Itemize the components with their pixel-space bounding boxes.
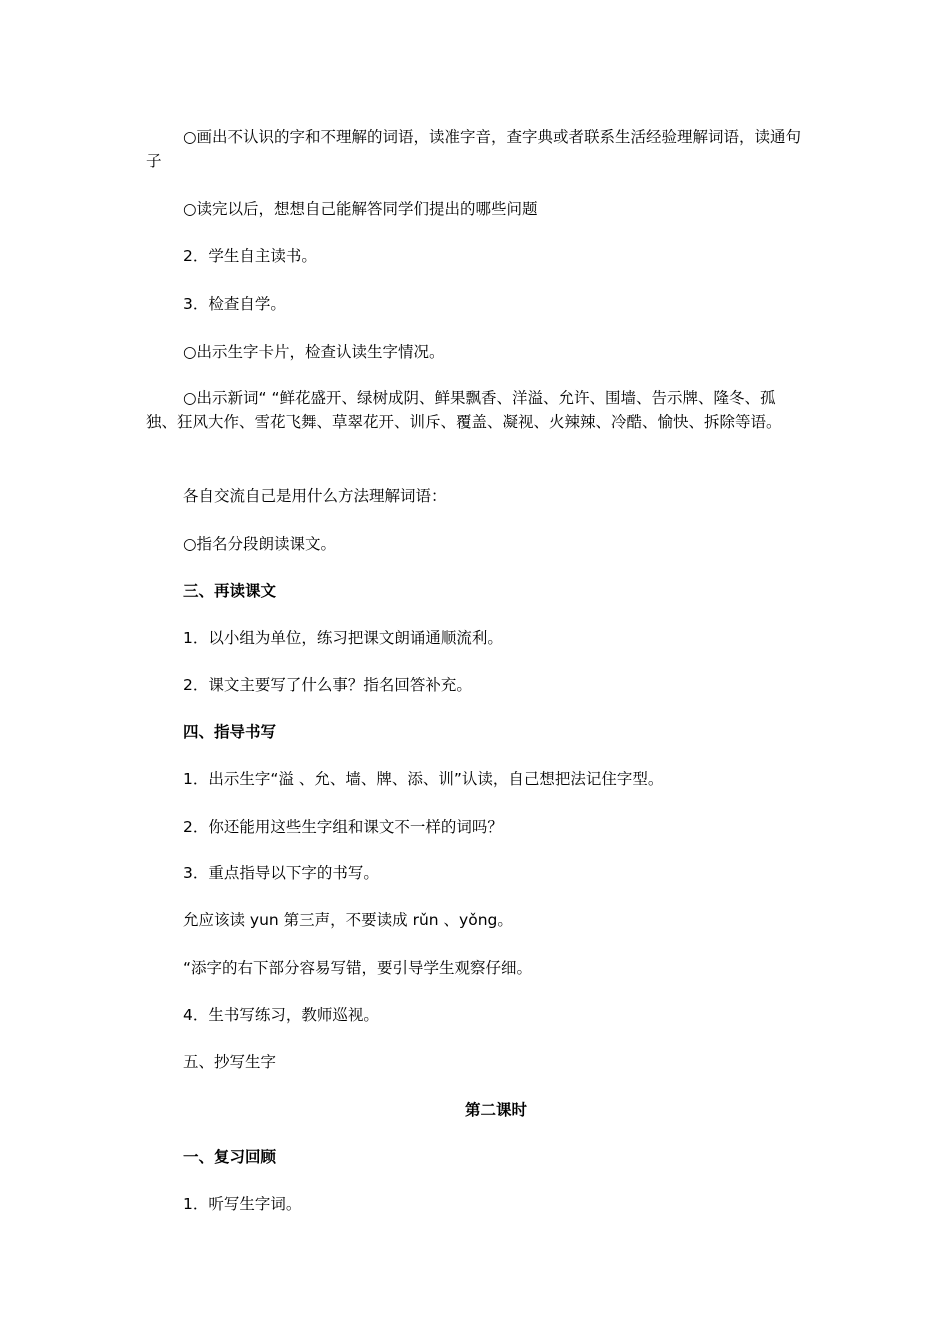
note-pronunciation: 允应该读 yun 第三声，不要读成 rǔn 、yǒng。 — [183, 911, 513, 929]
step-check-study: 3．检查自学。 — [183, 295, 286, 313]
instruction-unknown-words: ○画出不认识的字和不理解的词语，读准字音，查字典或者联系生活经验理解词语，读通句子 — [146, 128, 802, 170]
step-show-characters: 1．出示生字“溢 、允、墙、牌、添、训”认读，自己想把法记住字型。 — [183, 770, 664, 788]
step-self-reading: 2．学生自主读书。 — [183, 247, 317, 265]
section-heading-review: 一、复习回顾 — [183, 1148, 277, 1166]
instruction-after-reading: ○读完以后，想想自己能解答同学们提出的哪些问题 — [183, 200, 538, 218]
step-main-idea: 2．课文主要写了什么事？指名回答补充。 — [183, 676, 472, 694]
instruction-new-words: ○出示新词“ “鲜花盛开、绿树成阴、鲜果飘香、洋溢、允许、围墙、告示牌、隆冬、孤独、狂风大作、雪花飞舞、草翠花开、训斥、覆盖、凝视、火辣辣、冷酷、愉快、拆除等语。 — [146, 389, 782, 431]
step-word-building: 2．你还能用这些生字组和课文不一样的词吗？ — [183, 818, 503, 836]
section-heading-reread: 三、再读课文 — [183, 582, 277, 600]
lesson-title-second: 第二课时 — [464, 1101, 527, 1119]
step-key-writing: 3．重点指导以下字的书写。 — [183, 864, 379, 882]
step-dictation: 1．听写生字词。 — [183, 1195, 302, 1213]
instruction-read-aloud: ○指名分段朗读课文。 — [183, 535, 337, 553]
instruction-share-methods: 各自交流自己是用什么方法理解词语： — [183, 487, 447, 505]
section-heading-writing: 四、指导书写 — [183, 723, 277, 741]
section-heading-copy: 五、抄写生字 — [183, 1053, 277, 1071]
instruction-character-cards: ○出示生字卡片，检查认读生字情况。 — [183, 343, 445, 361]
note-tian-character: “添字的右下部分容易写错，要引导学生观察仔细。 — [183, 959, 533, 977]
step-writing-practice: 4．生书写练习，教师巡视。 — [183, 1006, 379, 1024]
step-group-practice: 1．以小组为单位，练习把课文朗诵通顺流利。 — [183, 629, 503, 647]
